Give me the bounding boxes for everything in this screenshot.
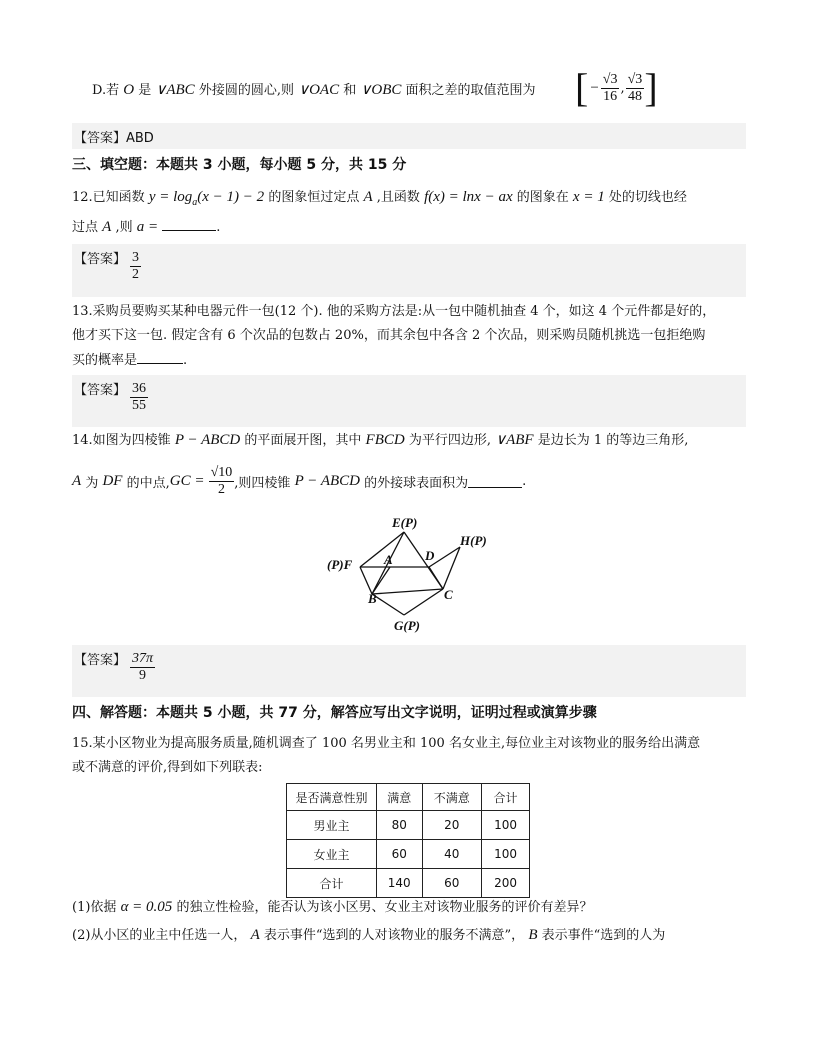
section-3-title: 三、填空题：本题共 3 小题，每小题 5 分，共 15 分: [72, 157, 407, 173]
q11-frac-2: $\frac{√3}{48}$: [627, 71, 643, 104]
table-cell: 女业主: [287, 840, 377, 869]
q12-line-1: 12.已知函数 $y = \log_a(x - 1) - 2$ 的图象恒过定点 A ,且函数 f(x) = lnx − ax 的图象在 x = 1 处的切线也经: [72, 189, 687, 208]
answer-12-box: 【答案】 $\frac{3}{2}$: [72, 244, 746, 297]
label-d: D: [425, 548, 435, 563]
label-h: H(P): [460, 533, 487, 548]
table-cell: 60: [376, 840, 422, 869]
label-g: G(P): [394, 618, 420, 633]
answer-13-frac: $\frac{36}{55}$: [132, 381, 146, 413]
q11-frac-1: $\frac{√3}{16}$: [602, 71, 618, 104]
answer-11: 【答案】ABD: [74, 131, 154, 146]
table-cell: 200: [482, 869, 530, 898]
label-f: (P)F: [327, 557, 353, 572]
q15-part-2: (2)从小区的业主中任选一人， A 表示事件“选到的人对该物业的服务不满意”， B 表示事件“选到的人为: [72, 927, 666, 943]
edge-dc: [429, 567, 443, 589]
label-c: C: [444, 587, 453, 602]
q13-line-2: 他才买下这一包. 假定含有 6 个次品的包数占 20%，而其余包中各含 2 个次品，则采购员随机挑选一包拒绝购: [72, 328, 706, 343]
table-cell: 80: [376, 811, 422, 840]
table-cell: 男业主: [287, 811, 377, 840]
table-cell: 100: [482, 811, 530, 840]
q13-answer-blank: [137, 351, 183, 364]
q11-option-d: D.若 O 是 ∨ABC 外接圆的圆心,则 ∨OAC 和 ∨OBC 面积之差的取值范围为: [92, 82, 536, 98]
table-header: 是否满意性别: [287, 784, 377, 811]
table-header: 满意: [376, 784, 422, 811]
q14-answer-blank: [468, 475, 522, 488]
label-e: E(P): [392, 515, 418, 530]
answer-13-box: 【答案】 $\frac{36}{55}$: [72, 375, 746, 427]
table-cell: 20: [422, 811, 482, 840]
edge-gc: [404, 589, 443, 615]
label-a: A: [384, 552, 393, 567]
q11-range: [ − $\frac{√3}{16}$ , $\frac{√3}{48}$ ]: [575, 65, 658, 110]
answer-14-frac: $\frac{37\pi}{9}$: [132, 651, 154, 683]
section-4-title: 四、解答题：本题共 5 小题，共 77 分，解答应写出文字说明，证明过程或演算步骤: [72, 705, 597, 721]
q14-line-1: 14.如图为四棱锥 P − ABCD 的平面展开图，其中 FBCD 为平行四边形, ∨ABF 是边长为 1 的等边三角形,: [72, 432, 689, 448]
table-header: 合计: [482, 784, 530, 811]
q13-line-1: 13.采购员要购买某种电器元件一包(12 个). 他的采购方法是:从一包中随机抽查 4 个，如这 4 个元件都是好的，: [72, 304, 716, 319]
q13-line-3: 买的概率是 .: [72, 353, 188, 368]
q12-line-2: 过点 A ,则 a = .: [72, 219, 221, 235]
table-cell: 60: [422, 869, 482, 898]
q14-gc-frac: $\frac{√10}{2}$: [210, 464, 233, 497]
q12-answer-blank: [162, 218, 216, 231]
table-header: 不满意: [422, 784, 482, 811]
edge-bc: [372, 589, 443, 594]
q14-line-2: A 为 DF 的中点, GC = $\frac{√10}{2}$ ,则四棱锥 P − ABCD 的外接球表面积为 .: [72, 464, 527, 497]
label-b: B: [368, 591, 377, 606]
edge-hc: [443, 547, 460, 589]
q15-line-1: 15.某小区物业为提高服务质量,随机调查了 100 名男业主和 100 名女业主,每位业主对该物业的服务给出满意: [72, 736, 701, 751]
table-row: [287, 811, 530, 840]
table-cell: 140: [376, 869, 422, 898]
edge-fb: [360, 567, 372, 594]
answer-12-frac: $\frac{3}{2}$: [132, 250, 139, 282]
pyramid-net-figure: [320, 512, 520, 642]
answer-11-box: [72, 123, 746, 149]
edge-bg: [372, 594, 404, 615]
edge-fe: [360, 532, 404, 567]
table-header-row: [287, 784, 530, 811]
q15-line-2: 或不满意的评价,得到如下列联表:: [72, 760, 263, 775]
table-cell: 40: [422, 840, 482, 869]
answer-14-box: 【答案】 $\frac{37\pi}{9}$: [72, 645, 746, 697]
contingency-table: [286, 783, 530, 898]
table-row: [287, 869, 530, 898]
table-row: [287, 840, 530, 869]
table-cell: 100: [482, 840, 530, 869]
q15-part-1: (1)依据 α = 0.05 的独立性检验，能否认为该小区男、女业主对该物业服务的评价有差异？: [72, 899, 593, 915]
table-cell: 合计: [287, 869, 377, 898]
